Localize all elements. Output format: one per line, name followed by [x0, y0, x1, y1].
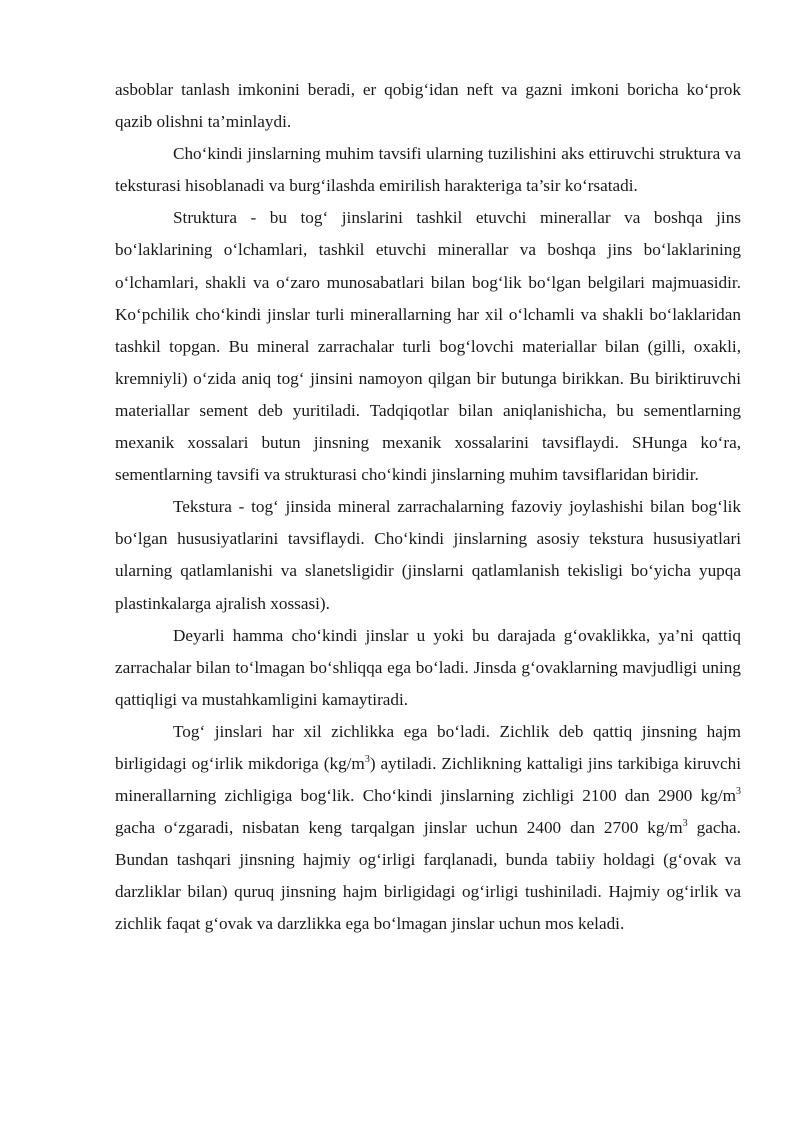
paragraph-structure-texture-intro: Cho‘kindi jinslarning muhim tavsifi ularning tuzilishini aks ettiruvchi struktura va teksturasi hisoblanadi va burg‘ilashda emirilish harakteriga ta’sir ko‘rsatadi.: [115, 144, 741, 196]
density-text-1: Tog‘ jinslari har xil zichlikka ega bo‘ladi. Zichlik deb qattiq jinsning hajm birligidagi og‘irlik mikdoriga (kg/m: [115, 721, 741, 773]
paragraph-density: [115, 716, 741, 941]
superscript-3: 3: [736, 786, 741, 798]
density-text-2: ) aytiladi. Zichlikning kattaligi jins tarkibiga kiruvchi minerallarning zichligiga bog‘lik. Cho‘kindi jinslarning zichligi 2100 dan 2900 kg/m: [115, 753, 741, 806]
paragraph-tekstura: Tekstura - tog‘ jinsida mineral zarrachalarning fazoviy joylashishi bilan bog‘lik bo‘lgan hususiyatlarini tavsiflaydi. Cho‘kindi jinslarning asosiy tekstura hususiyatlari ularning qatlamlanishi va slanetsligidir (jinslarni qatlamlanish tekisligi bo‘yicha yupqa plastinkalarga ajralish xossasi).: [115, 497, 741, 613]
superscript-3: 3: [364, 753, 370, 765]
document-page: [115, 74, 741, 941]
paragraph-struktura: Struktura - bu tog‘ jinslarini tashkil etuvchi minerallar va boshqa jins bo‘laklarining o‘lchamlari, tashkil etuvchi minerallar va boshqa jins bo‘laklarining o‘lchamlari, shakli va o‘zaro munosabatlari bilan bog‘lik bo‘lgan belgilari majmuasidir. Ko‘pchilik cho‘kindi jinslar turli minerallarning har xil o‘lchamli va shakli bo‘laklaridan tashkil topgan. Bu mineral zarrachalar turli bog‘lovchi materiallar bilan (gilli, oxakli, kremniyli) o‘zida aniq tog‘ jinsini namoyon qilgan bir butunga birikkan. Bu biriktiruvchi materiallar sement deb yuritiladi. Tadqiqotlar bilan aniqlanishicha, bu sementlarning mexanik xossalari butun jinsning mexanik xossalarini tavsiflaydi. SHunga ko‘ra, sementlarning tavsifi va strukturasi cho‘kindi jinslarning muhim tavsiflaridan biridir.: [115, 208, 741, 485]
paragraph-continuation: asboblar tanlash imkonini beradi, er qobig‘idan neft va gazni imkoni boricha ko‘prok qazib olishni ta’minlaydi.: [115, 80, 741, 132]
superscript-3: 3: [682, 818, 688, 830]
paragraph-porosity: Deyarli hamma cho‘kindi jinslar u yoki bu darajada g‘ovaklikka, ya’ni qattiq zarrachalar bilan to‘lmagan bo‘shliqqa ega bo‘ladi. Jinsda g‘ovaklarning mavjudligi uning qattiqligi va mustahkamligini kamaytiradi.: [115, 625, 741, 709]
density-text-4: gacha. Bundan tashqari jinsning hajmiy og‘irligi farqlanadi, bunda tabiiy holdagi (g‘ovak va darzliklar bilan) quruq jinsning hajm birligidagi og‘irligi tushiniladi. Hajmiy og‘irlik va zichlik faqat g‘ovak va darzlikka ega bo‘lmagan jinslar uchun mos keladi.: [115, 818, 741, 934]
density-text-3: gacha o‘zgaradi, nisbatan keng tarqalgan jinslar uchun 2400 dan 2700 kg/m: [115, 818, 683, 838]
